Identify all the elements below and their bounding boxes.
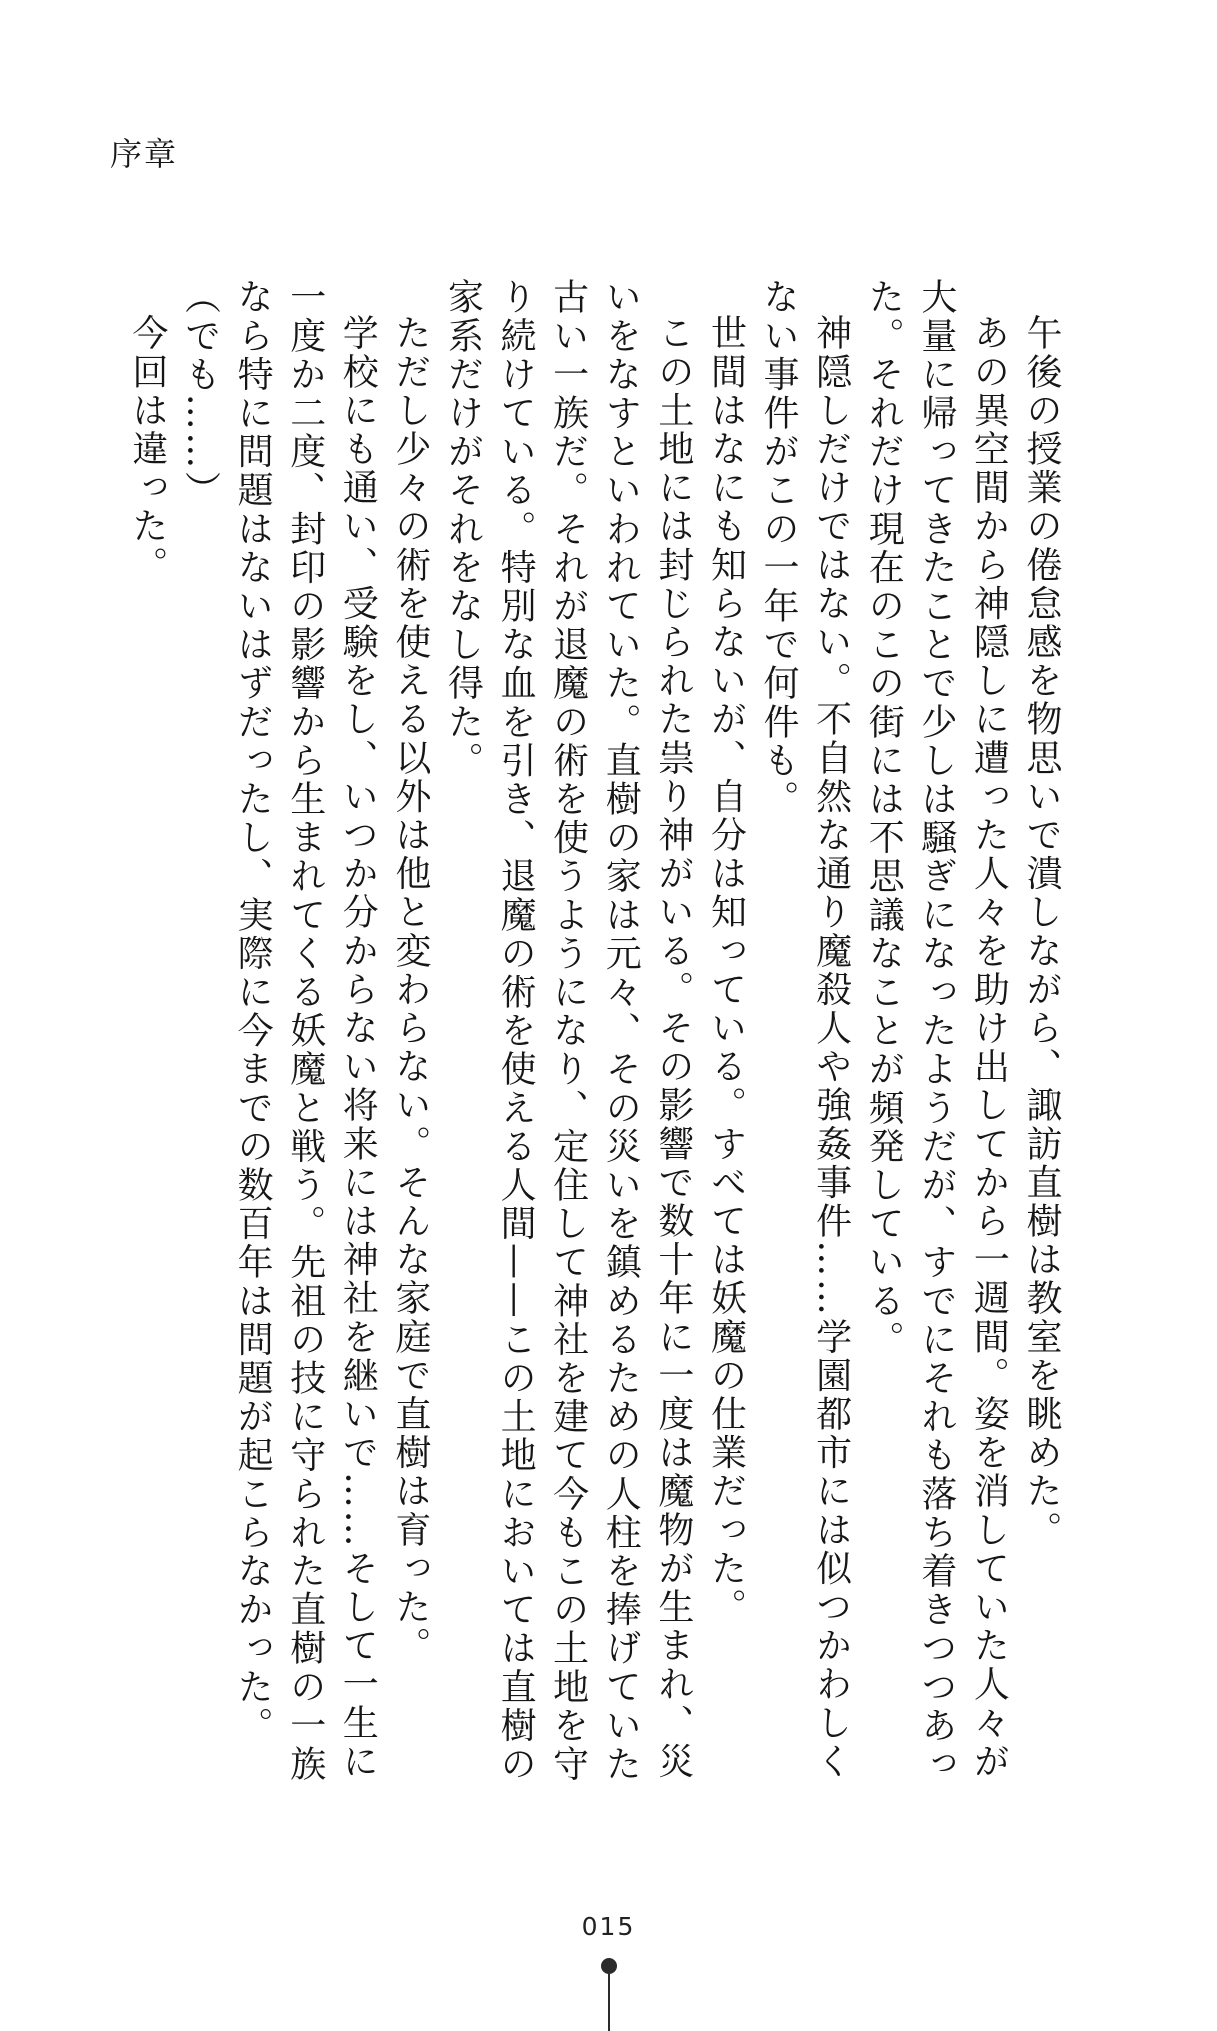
chapter-heading: 序章	[110, 135, 179, 173]
inner-thought: （でも……）	[179, 278, 221, 510]
paragraph-7: 学校にも通い、受験をし、いつか分からない将来には神社を継いで……そして一生に一度か二度、封印の影響から生まれてくる妖魔と戦う。先祖の技に守られた直樹の一族なら特に問題はないはずだったし、実際に今までの数百年は問題が起こらなかった。	[232, 278, 379, 1784]
body-text	[126, 278, 1067, 1818]
folio-rule-ornament	[608, 1974, 610, 2031]
folio-dot-ornament	[601, 1958, 617, 1974]
paragraph-4: 世間はなにも知らないが、自分は知っている。すべては妖魔の仕業だった。	[705, 314, 747, 1627]
page-number: 015	[581, 1912, 636, 1941]
paragraph-6: ただし少々の術を使える以外は他と変わらない。そんな家庭で直樹は育った。	[389, 314, 431, 1665]
paragraph-5: この土地には封じられた祟り神がいる。その影響で数十年に一度は魔物が生まれ、災いをなすといわれていた。直樹の家は元々、その災いを鎮めるための人柱を捧げていた古い一族だ。それが退魔の術を使うようになり、定住して神社を建て今もこの土地を守り続けている。特別な血を引き、退魔の術を使える人間——この土地においては直樹の家系だけがそれをなし得た。	[442, 278, 694, 1784]
paragraph-1: 午後の授業の倦怠感を物思いで潰しながら、諏訪直樹は教室を眺めた。	[1021, 314, 1062, 1550]
paragraph-2: あの異空間から神隠しに遭った人々を助け出してから一週間。姿を消していた人々が大量に帰ってきたことで少しは騒ぎになったようだが、すでにそれも落ち着きつつあった。それだけ現在のこの街には不思議なことが頻発している。	[863, 278, 1010, 1784]
paragraph-8: 今回は違った。	[126, 314, 168, 585]
paragraph-3: 神隠しだけではない。不自然な通り魔殺人や強姦事件……学園都市には似つかわしくない事件がこの一年で何件も。	[758, 278, 852, 1781]
